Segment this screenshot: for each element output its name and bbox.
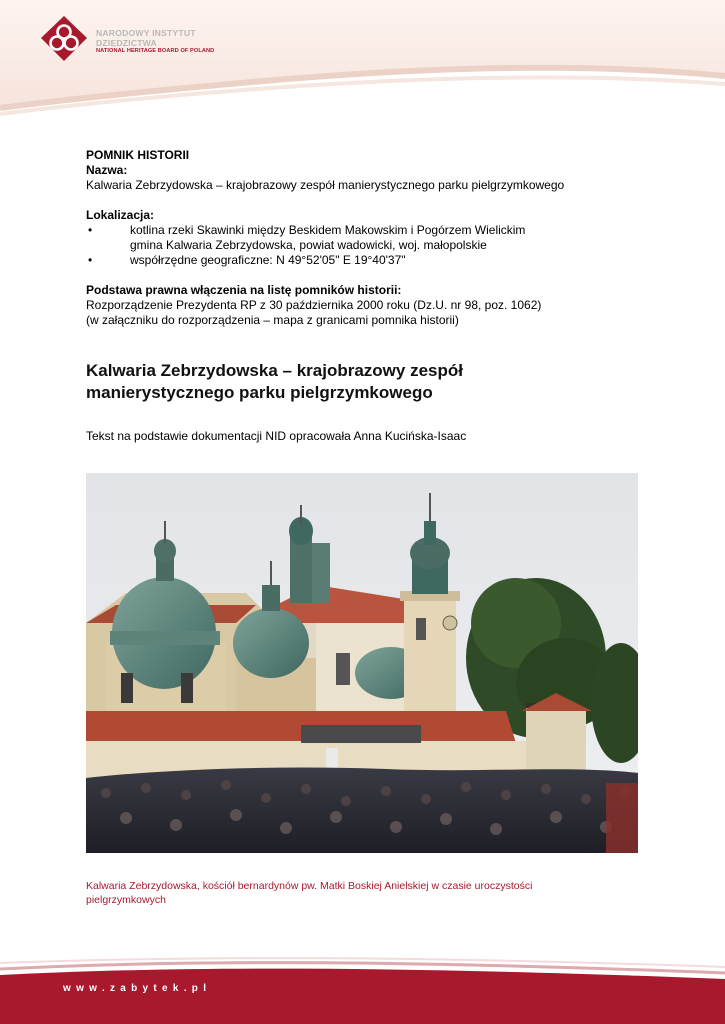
nid-logo-icon	[38, 14, 90, 64]
legal-basis-label: Podstawa prawna włączenia na listę pomników historii:	[86, 283, 402, 297]
location-item-line: kotlina rzeki Skawinki między Beskidem Makowskim i Pogórzem Wielickim	[130, 223, 526, 237]
location-item-line: gmina Kalwaria Zebrzydowska, powiat wadowicki, woj. małopolskie	[130, 238, 487, 252]
document-heading: POMNIK HISTORII	[86, 148, 190, 162]
photo-caption-line: Kalwaria Zebrzydowska, kościół bernardynów pw. Matki Boskiej Anielskiej w czasie uroczystości	[86, 880, 533, 892]
church-illustration	[86, 473, 638, 853]
institution-name-line2: DZIEDZICTWA	[96, 38, 157, 48]
location-item	[86, 223, 646, 253]
church-photo	[86, 473, 638, 853]
header-band	[0, 0, 725, 120]
photo-caption	[86, 880, 556, 907]
bullet: •	[88, 253, 93, 267]
header-wave	[0, 0, 725, 120]
location-item	[86, 253, 646, 268]
page-title-line: manierystycznego parku pielgrzymkowego	[86, 383, 433, 402]
photo-caption-line: pielgrzymkowych	[86, 893, 166, 906]
bullet: •	[88, 223, 93, 237]
institution-name-en: NATIONAL HERITAGE BOARD OF POLAND	[96, 48, 215, 54]
legal-basis-line: Rozporządzenie Prezydenta RP z 30 października 2000 roku (Dz.U. nr 98, poz. 1062)	[86, 298, 542, 312]
legal-basis-line: (w załączniku do rozporządzenia – mapa z granicami pomnika historii)	[86, 313, 459, 327]
footer-url-link[interactable]: www.zabytek.pl	[63, 983, 212, 994]
author-credit: Tekst na podstawie dokumentacji NID opracowała Anna Kucińska-Isaac	[86, 429, 467, 443]
document-info	[86, 148, 646, 328]
location-label: Lokalizacja:	[86, 208, 155, 222]
institution-name-line1: NARODOWY INSTYTUT	[96, 28, 196, 38]
page-title	[86, 360, 646, 404]
institution-name	[96, 28, 196, 48]
name-value: Kalwaria Zebrzydowska – krajobrazowy zespół manierystycznego parku pielgrzymkowego	[86, 178, 565, 192]
name-label: Nazwa:	[86, 163, 128, 177]
location-item-line: współrzędne geograficzne: N 49°52'05" E 19°40'37"	[130, 253, 406, 267]
page-title-line: Kalwaria Zebrzydowska – krajobrazowy zespół	[86, 361, 463, 380]
